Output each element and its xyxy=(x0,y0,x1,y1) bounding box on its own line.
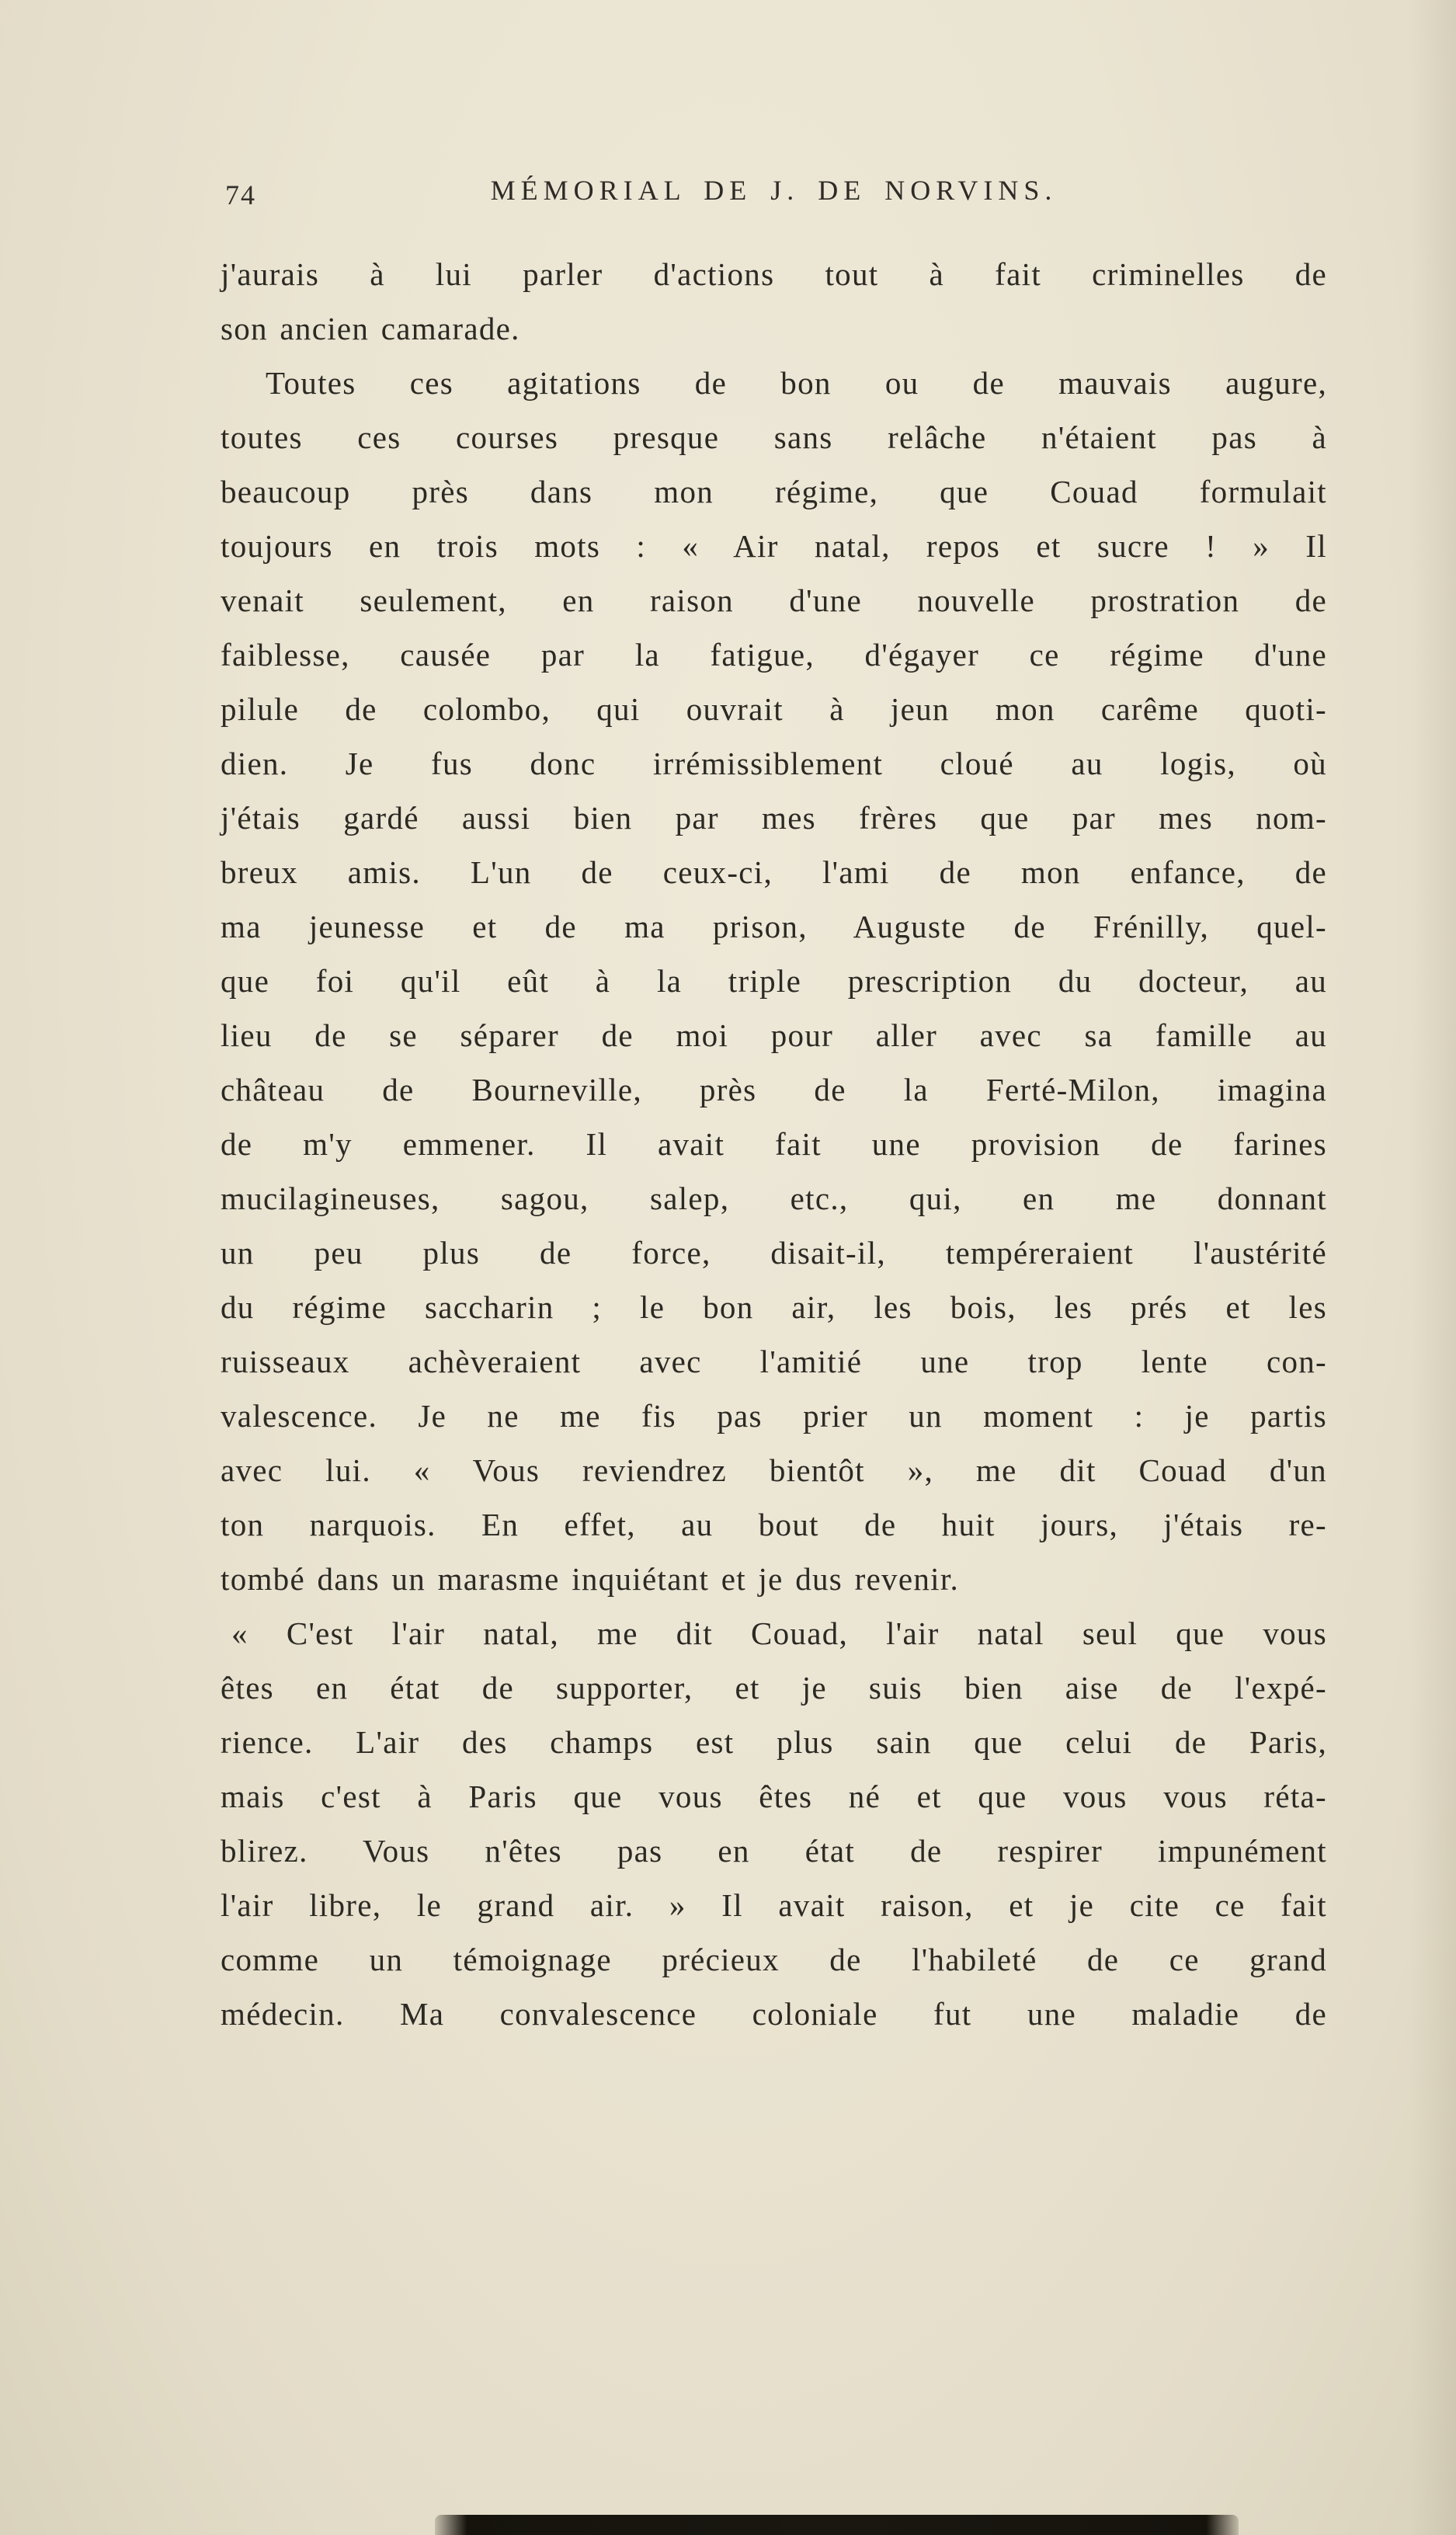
page-number: 74 xyxy=(225,179,256,210)
text-line: ma jeunesse et de ma prison, Auguste de Frénilly, quel- xyxy=(221,909,1327,944)
text-line: toutes ces courses presque sans relâche n'étaient pas à xyxy=(221,419,1327,455)
scan-edge-shadow xyxy=(1409,0,1456,2535)
text-line: comme un témoignage précieux de l'habileté de ce grand xyxy=(221,1942,1327,1977)
text-line: avec lui. « Vous reviendrez bientôt », me dit Couad d'un xyxy=(221,1452,1327,1488)
text-line: j'étais gardé aussi bien par mes frères que par mes nom- xyxy=(221,800,1327,836)
text-line: beaucoup près dans mon régime, que Couad formulait xyxy=(221,474,1327,509)
text-line: lieu de se séparer de moi pour aller avec sa famille au xyxy=(221,1017,1327,1053)
text-line: toujours en trois mots : « Air natal, repos et sucre ! » Il xyxy=(221,528,1327,564)
text-line: l'air libre, le grand air. » Il avait raison, et je cite ce fait xyxy=(221,1887,1327,1923)
text-line: tombé dans un marasme inquiétant et je dus revenir. xyxy=(221,1561,960,1597)
text-line: un peu plus de force, disait-il, tempéreraient l'austérité xyxy=(221,1235,1327,1271)
text-line: mais c'est à Paris que vous êtes né et que vous vous réta- xyxy=(221,1779,1327,1814)
text-line: que foi qu'il eût à la triple prescription du docteur, au xyxy=(221,963,1327,999)
text-line: valescence. Je ne me fis pas prier un moment : je partis xyxy=(221,1398,1327,1434)
text-line: de m'y emmener. Il avait fait une provision de farines xyxy=(221,1126,1327,1162)
text-line: château de Bourneville, près de la Ferté-Milon, imagina xyxy=(221,1072,1327,1108)
running-head-title: MÉMORIAL DE J. DE NORVINS. xyxy=(490,175,1058,206)
text-line: pilule de colombo, qui ouvrait à jeun mon carême quoti- xyxy=(221,691,1327,727)
body-text xyxy=(221,247,1327,2041)
text-line: ton narquois. En effet, au bout de huit jours, j'étais re- xyxy=(221,1507,1327,1542)
text-line: son ancien camarade. xyxy=(221,311,520,346)
text-line: êtes en état de supporter, et je suis bien aise de l'expé- xyxy=(221,1670,1327,1706)
scan-artifact-bottom-strip xyxy=(435,2515,1239,2535)
text-line: dien. Je fus donc irrémissiblement cloué au logis, où xyxy=(221,746,1327,781)
text-line: Toutes ces agitations de bon ou de mauvais augure, xyxy=(266,365,1327,401)
text-line: j'aurais à lui parler d'actions tout à fait criminelles de xyxy=(221,256,1327,292)
text-line: ruisseaux achèveraient avec l'amitié une trop lente con- xyxy=(221,1344,1327,1379)
text-line: médecin. Ma convalescence coloniale fut une maladie de xyxy=(221,1996,1327,2032)
text-line: du régime saccharin ; le bon air, les bois, les prés et les xyxy=(221,1289,1327,1325)
text-line: blirez. Vous n'êtes pas en état de respirer impunément xyxy=(221,1833,1327,1869)
text-line: breux amis. L'un de ceux-ci, l'ami de mon enfance, de xyxy=(221,854,1327,890)
text-line: rience. L'air des champs est plus sain que celui de Paris, xyxy=(221,1724,1327,1760)
text-line: venait seulement, en raison d'une nouvelle prostration de xyxy=(221,582,1327,618)
text-line: « C'est l'air natal, me dit Couad, l'air natal seul que vous xyxy=(231,1615,1327,1651)
text-line: mucilagineuses, sagou, salep, etc., qui, en me donnant xyxy=(221,1181,1327,1216)
running-head xyxy=(221,174,1327,221)
text-line: faiblesse, causée par la fatigue, d'égayer ce régime d'une xyxy=(221,637,1327,673)
